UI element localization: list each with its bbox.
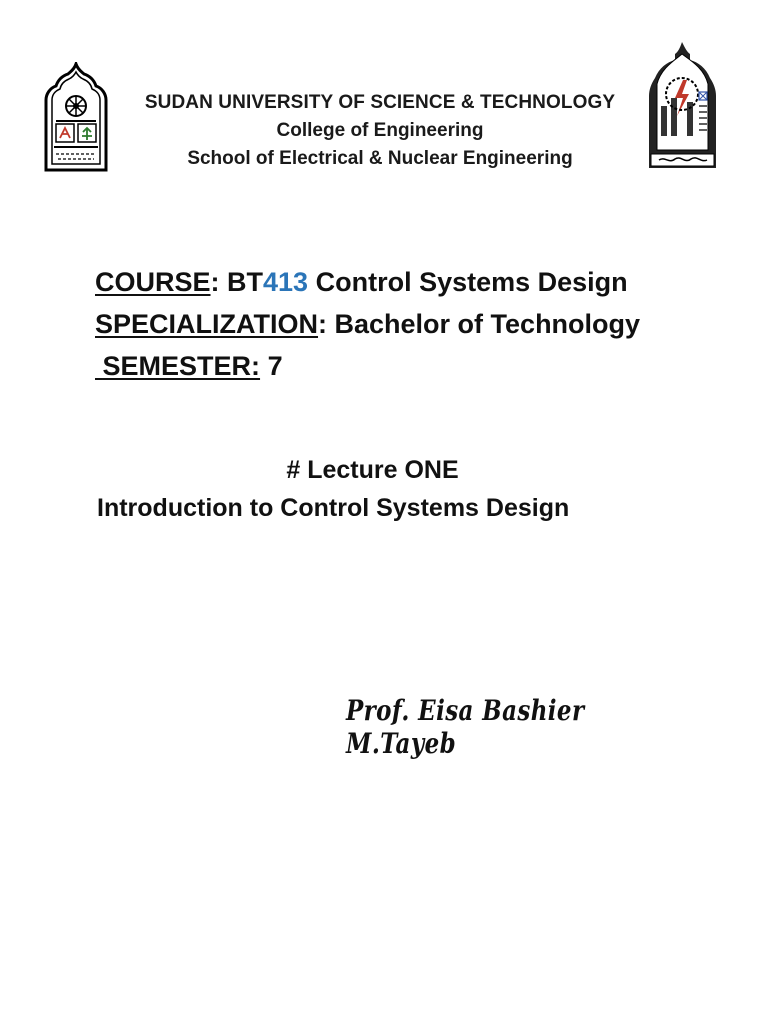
college-name: College of Engineering xyxy=(276,120,484,141)
specialization-value: Bachelor of Technology xyxy=(334,309,641,339)
school-name: School of Electrical & Nuclear Engineering xyxy=(187,148,573,169)
course-label: COURSE xyxy=(95,267,211,297)
institution-header xyxy=(110,92,650,170)
specialization-label: SPECIALIZATION xyxy=(95,309,319,339)
lecture-subtitle: Introduction to Control Systems Design xyxy=(97,494,570,522)
semester-value: 7 xyxy=(267,351,283,381)
author-name: Prof. Eisa Bashier M.Tayeb xyxy=(346,694,585,760)
semester-label: SEMESTER: xyxy=(102,351,261,381)
college-emblem-icon xyxy=(645,40,720,174)
course-code-number: 413 xyxy=(263,267,309,297)
course-code-prefix: BT xyxy=(227,267,264,297)
university-crest-icon xyxy=(40,62,112,174)
specialization-row: SPECIALIZATION: Bachelor of Technology xyxy=(95,309,641,339)
course-row: COURSE: BT413 Control Systems Design xyxy=(95,267,628,297)
course-name: Control Systems Design xyxy=(315,267,628,297)
lecture-title: # Lecture ONE xyxy=(286,456,459,484)
course-info xyxy=(95,261,640,387)
university-name: SUDAN UNIVERSITY OF SCIENCE & TECHNOLOGY xyxy=(144,92,616,113)
semester-row xyxy=(95,345,640,387)
